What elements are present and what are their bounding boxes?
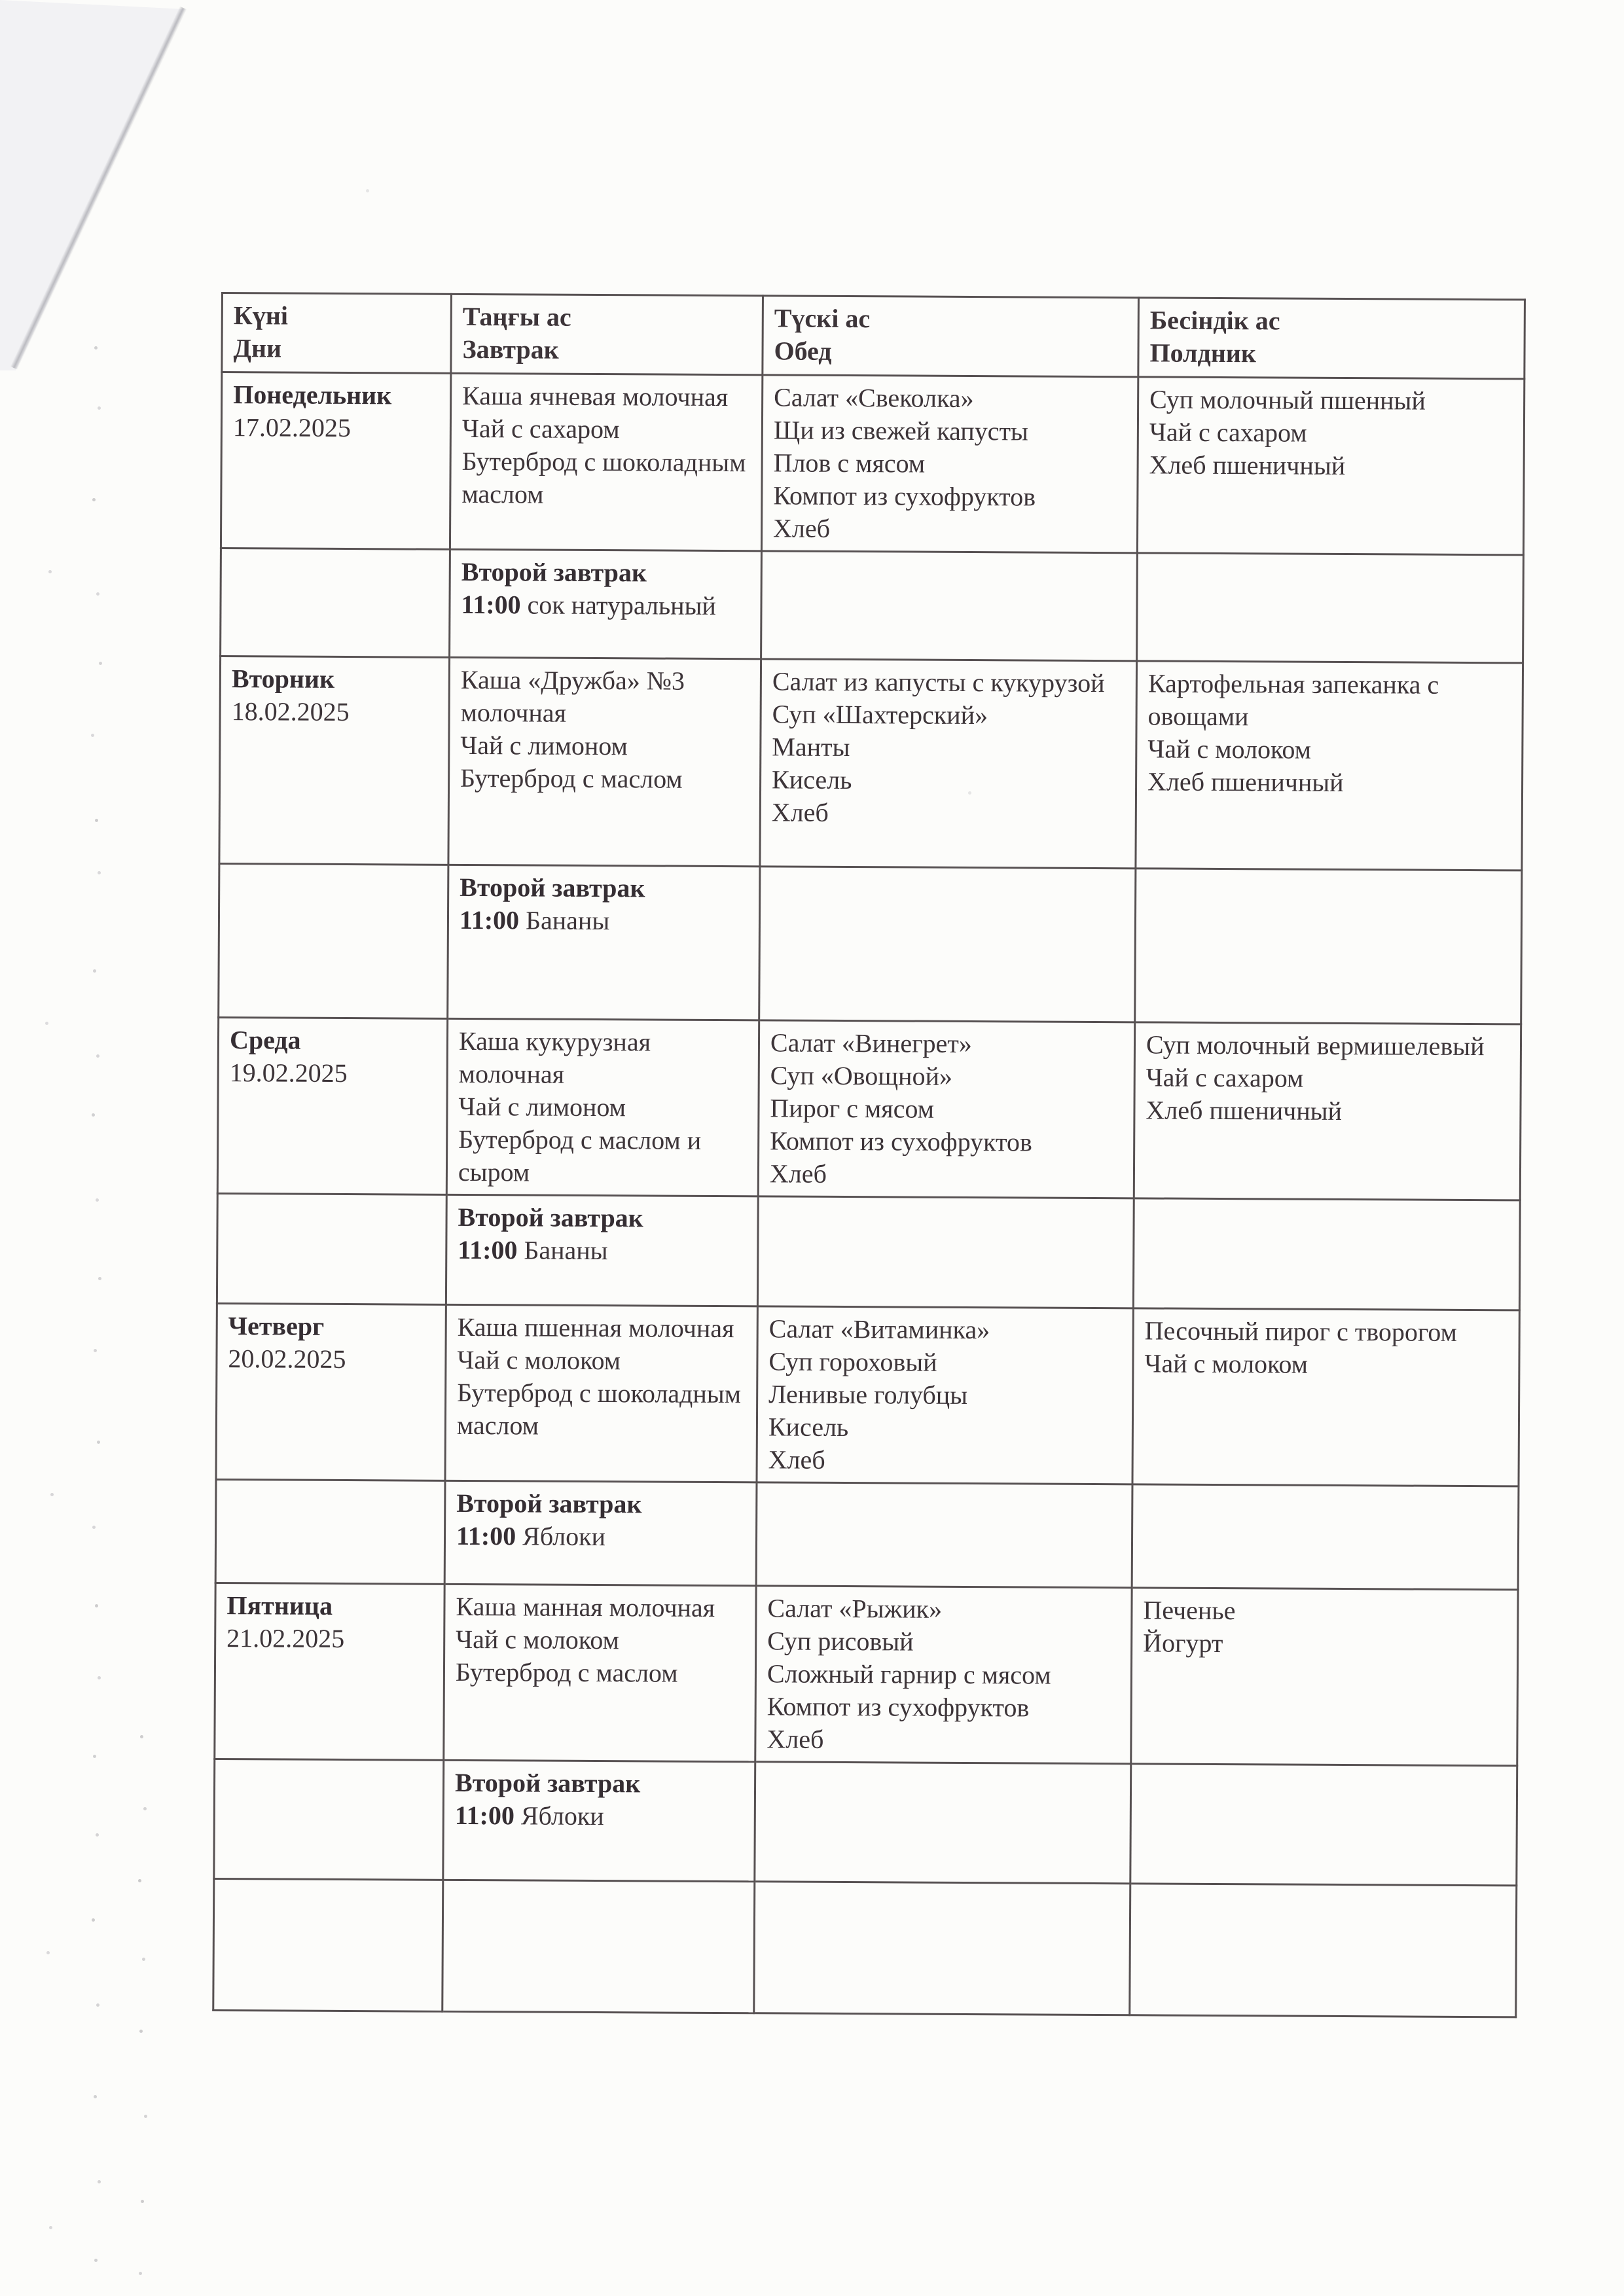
header-breakfast-kk: Таңғы ас bbox=[462, 301, 571, 332]
second-breakfast-label: Второй завтрак bbox=[458, 1202, 643, 1233]
dish-item: Кисель bbox=[771, 764, 852, 795]
day-label: Понедельник bbox=[233, 380, 392, 410]
cell-friday-breakfast bbox=[444, 1584, 756, 1761]
col-header-lunch bbox=[763, 296, 1139, 377]
day-label: Среда bbox=[229, 1025, 301, 1055]
day-date: 18.02.2025 bbox=[231, 696, 350, 727]
dish-item: Салат «Винегрет» bbox=[770, 1028, 972, 1059]
dish-item: Салат «Свеколка» bbox=[774, 382, 974, 414]
dish-item: Щи из свежей капусты bbox=[773, 415, 1028, 446]
second-breakfast-label: Второй завтрак bbox=[460, 872, 645, 903]
cell-empty bbox=[1130, 1884, 1517, 2017]
dish-item: Компот из сухофруктов bbox=[770, 1126, 1032, 1157]
cell-empty bbox=[1132, 1484, 1519, 1590]
cell-thursday-breakfast bbox=[445, 1304, 757, 1482]
dish-item: Каша пшенная молочная bbox=[457, 1312, 734, 1344]
dish-item: Суп «Шахтерский» bbox=[772, 699, 988, 730]
second-breakfast-time: 11:00 bbox=[458, 1234, 518, 1265]
second-breakfast-item: 11:00 Бананы bbox=[459, 905, 610, 936]
header-snack-kk: Бесіндік ас bbox=[1149, 305, 1280, 336]
row-wednesday bbox=[217, 1017, 1521, 1200]
cell-empty bbox=[221, 548, 450, 658]
dish-item: Картофельная запеканка с овощами bbox=[1147, 668, 1439, 732]
row-second-breakfast-friday bbox=[214, 1759, 1517, 1885]
row-second-breakfast-wednesday bbox=[217, 1193, 1520, 1310]
dish-item: Хлеб bbox=[767, 1724, 824, 1754]
second-breakfast-label: Второй завтрак bbox=[456, 1488, 642, 1519]
dish-item: Суп гороховый bbox=[768, 1346, 937, 1377]
cell-wednesday-breakfast bbox=[446, 1018, 759, 1196]
day-label: Пятница bbox=[226, 1590, 333, 1621]
cell-friday-lunch bbox=[755, 1586, 1132, 1764]
dish-item: Каша «Дружба» №3 молочная bbox=[460, 664, 685, 728]
dish-item: Хлеб bbox=[769, 1158, 827, 1189]
dish-item: Песочный пирог с творогом bbox=[1144, 1316, 1458, 1347]
dish-item: Компот из сухофруктов bbox=[773, 480, 1036, 512]
cell-second-breakfast bbox=[446, 1194, 758, 1306]
dish-item: Суп рисовый bbox=[767, 1626, 914, 1657]
dish-item: Чай с молоком bbox=[1147, 734, 1312, 764]
second-breakfast-time: 11:00 bbox=[459, 905, 520, 935]
cell-friday-snack bbox=[1131, 1588, 1518, 1766]
day-date: 17.02.2025 bbox=[232, 412, 352, 443]
dish-item: Хлеб bbox=[768, 1444, 825, 1475]
dish-item: Каша ячневая молочная bbox=[462, 380, 729, 412]
header-breakfast-ru: Завтрак bbox=[462, 334, 559, 365]
dish-item: Суп молочный вермишелевый bbox=[1146, 1030, 1485, 1062]
day-label: Вторник bbox=[231, 664, 335, 694]
cell-empty bbox=[214, 1759, 444, 1880]
second-breakfast-time: 11:00 bbox=[461, 589, 521, 620]
cell-empty bbox=[756, 1482, 1132, 1588]
header-lunch-kk: Түскі ас bbox=[774, 303, 871, 334]
dish-item: Плов с мясом bbox=[773, 448, 926, 478]
header-day-ru: Дни bbox=[233, 333, 282, 363]
dish-item: Чай с сахаром bbox=[461, 413, 620, 444]
cell-friday-day bbox=[215, 1583, 444, 1760]
dish-item: Чай с сахаром bbox=[1149, 417, 1307, 448]
dish-item: Ленивые голубцы bbox=[768, 1379, 968, 1410]
dish-item: Пирог с мясом bbox=[770, 1093, 935, 1124]
dish-item: Сложный гарнир с мясом bbox=[767, 1659, 1051, 1690]
dish-item: Бутерброд с маслом bbox=[455, 1657, 678, 1688]
second-breakfast-time: 11:00 bbox=[454, 1800, 515, 1831]
cell-thursday-snack bbox=[1132, 1308, 1519, 1486]
dish-item: Салат «Витаминка» bbox=[768, 1314, 990, 1345]
second-breakfast-item: 11:00 Бананы bbox=[458, 1234, 608, 1266]
row-second-breakfast-tuesday bbox=[219, 863, 1522, 1024]
day-date: 20.02.2025 bbox=[228, 1344, 346, 1374]
col-header-snack bbox=[1138, 298, 1525, 379]
dish-item: Хлеб пшеничный bbox=[1147, 766, 1344, 797]
dish-item: Хлеб пшеничный bbox=[1146, 1095, 1343, 1126]
cell-empty bbox=[1137, 553, 1524, 663]
day-date: 19.02.2025 bbox=[229, 1058, 348, 1088]
dish-item: Чай с лимоном bbox=[460, 730, 628, 761]
dish-item: Салат из капусты с кукурузой bbox=[772, 666, 1105, 698]
dish-item: Чай с сахаром bbox=[1146, 1062, 1304, 1093]
second-breakfast-item: 11:00 Яблоки bbox=[456, 1520, 606, 1552]
cell-empty bbox=[213, 1878, 443, 2011]
cell-empty bbox=[215, 1479, 445, 1584]
scan-dust-specks bbox=[0, 0, 2, 2]
dish-item: Хлеб пшеничный bbox=[1149, 450, 1346, 480]
dish-item: Салат «Рыжик» bbox=[767, 1593, 943, 1624]
dish-item: Кисель bbox=[768, 1412, 849, 1443]
dish-item: Манты bbox=[772, 732, 850, 762]
cell-empty bbox=[1133, 1198, 1520, 1310]
dish-item: Суп «Овощной» bbox=[770, 1060, 953, 1091]
cell-empty bbox=[754, 1882, 1130, 2015]
dish-item: Хлеб bbox=[773, 513, 831, 543]
cell-empty bbox=[1135, 869, 1522, 1024]
cell-second-breakfast bbox=[448, 865, 760, 1020]
weekly-menu-table bbox=[212, 292, 1526, 2018]
col-header-breakfast bbox=[451, 294, 763, 374]
cell-monday-day bbox=[221, 372, 450, 550]
second-breakfast-time: 11:00 bbox=[456, 1520, 516, 1551]
header-lunch-ru: Обед bbox=[774, 336, 832, 366]
cell-empty bbox=[761, 551, 1138, 661]
cell-second-breakfast bbox=[443, 1760, 755, 1881]
cell-second-breakfast bbox=[444, 1480, 757, 1585]
dish-item: Каша кукурузная молочная bbox=[458, 1026, 651, 1089]
header-row bbox=[222, 293, 1525, 379]
dish-item: Бутерброд с шоколадным маслом bbox=[461, 446, 746, 509]
dish-item: Хлеб bbox=[771, 797, 829, 827]
dish-item: Бутерброд с маслом и сыром bbox=[458, 1124, 702, 1187]
cell-tuesday-snack bbox=[1136, 661, 1523, 870]
row-second-breakfast-thursday bbox=[215, 1479, 1519, 1589]
row-empty bbox=[213, 1878, 1517, 2017]
cell-tuesday-day bbox=[219, 656, 450, 865]
cell-tuesday-breakfast bbox=[448, 657, 761, 866]
col-header-day bbox=[222, 293, 452, 374]
cell-thursday-day bbox=[216, 1303, 446, 1480]
dish-item: Бутерброд с маслом bbox=[460, 762, 683, 794]
row-second-breakfast-monday bbox=[221, 548, 1524, 663]
cell-second-breakfast bbox=[450, 549, 762, 658]
header-snack-ru: Полдник bbox=[1149, 338, 1257, 368]
cell-wednesday-day bbox=[217, 1017, 447, 1194]
dish-item: Печенье bbox=[1143, 1595, 1236, 1626]
cell-wednesday-lunch bbox=[758, 1020, 1134, 1198]
day-date: 21.02.2025 bbox=[226, 1623, 345, 1654]
dish-item: Чай с лимоном bbox=[458, 1091, 626, 1122]
dish-item: Бутерброд с шоколадным маслом bbox=[456, 1377, 742, 1441]
dish-item: Компот из сухофруктов bbox=[767, 1691, 1030, 1723]
cell-thursday-lunch bbox=[757, 1306, 1133, 1484]
row-thursday bbox=[216, 1303, 1519, 1486]
cell-empty bbox=[442, 1880, 755, 2013]
row-tuesday bbox=[219, 656, 1523, 870]
dish-item: Чай с молоком bbox=[1144, 1348, 1308, 1379]
cell-monday-breakfast bbox=[450, 373, 762, 550]
cell-empty bbox=[757, 1196, 1134, 1308]
header-day-kk: Күні bbox=[233, 300, 289, 331]
cell-wednesday-snack bbox=[1134, 1022, 1521, 1200]
dish-item: Каша манная молочная bbox=[456, 1591, 715, 1623]
cell-monday-lunch bbox=[761, 375, 1138, 553]
cell-monday-snack bbox=[1137, 377, 1524, 555]
cell-empty bbox=[1130, 1764, 1517, 1886]
cell-empty bbox=[759, 867, 1136, 1022]
row-friday bbox=[215, 1583, 1518, 1765]
dish-item: Чай с молоком bbox=[457, 1344, 621, 1376]
dish-item: Суп молочный пшенный bbox=[1149, 384, 1426, 416]
second-breakfast-item: 11:00 сок натуральный bbox=[461, 589, 717, 620]
row-monday bbox=[221, 372, 1524, 555]
second-breakfast-item: 11:00 Яблоки bbox=[454, 1800, 604, 1831]
dish-item: Чай с молоком bbox=[456, 1624, 619, 1655]
second-breakfast-label: Второй завтрак bbox=[454, 1767, 641, 1799]
dish-item: Йогурт bbox=[1143, 1628, 1223, 1659]
cell-empty bbox=[217, 1193, 446, 1304]
day-label: Четверг bbox=[228, 1311, 325, 1341]
cell-tuesday-lunch bbox=[760, 659, 1137, 869]
cell-empty bbox=[219, 863, 448, 1018]
second-breakfast-label: Второй завтрак bbox=[461, 556, 647, 588]
cell-empty bbox=[755, 1762, 1131, 1884]
